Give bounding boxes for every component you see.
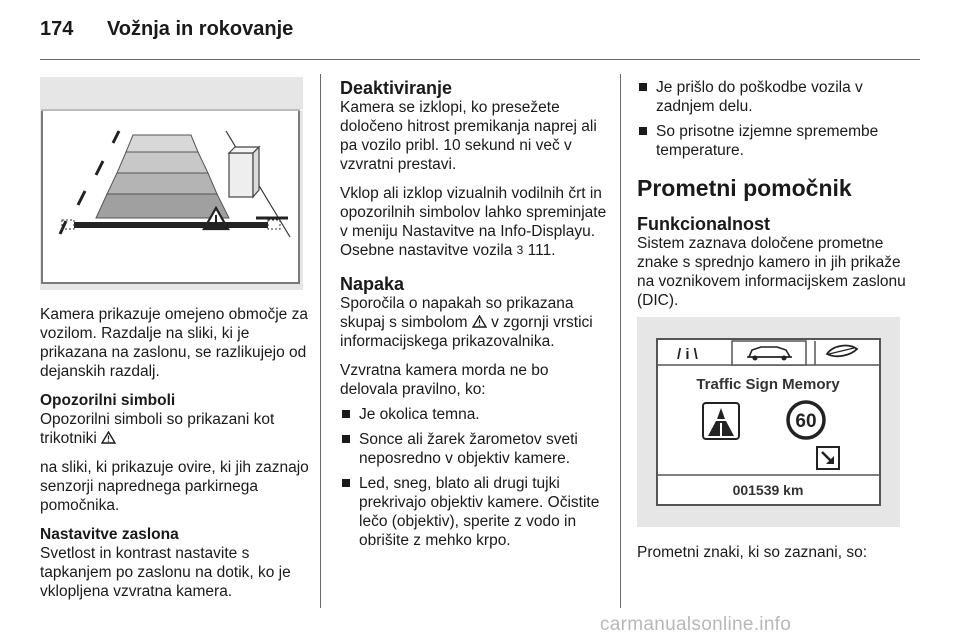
column-divider-1 bbox=[320, 74, 321, 608]
column-divider-2 bbox=[620, 74, 621, 608]
bullet-square-icon bbox=[639, 83, 647, 91]
column-1 bbox=[40, 305, 310, 611]
warning-triangle-icon bbox=[101, 431, 116, 444]
odometer-value: 001539 km bbox=[732, 482, 804, 498]
tab-lane-icon: / i \ bbox=[677, 346, 698, 363]
warning-triangle-icon bbox=[472, 315, 487, 328]
camera-intro-text: Kamera prikazuje omejeno območje za vozilom. Razdalje na sliki, ki je prikazana na zaslonu, se razlikujejo od dejanskih razdalj. bbox=[40, 306, 308, 380]
functionality-heading: Funkcionalnost bbox=[637, 214, 771, 234]
rear-camera-illustration bbox=[40, 77, 303, 290]
dic-title: Traffic Sign Memory bbox=[696, 376, 840, 393]
watermark: carmanualsonline.info bbox=[600, 614, 792, 635]
page-reference-link[interactable]: 111. bbox=[523, 242, 556, 259]
bullet-square-icon bbox=[639, 127, 647, 135]
traffic-assistant-heading: Prometni pomočnik bbox=[637, 175, 852, 201]
deactivation-heading: Deaktiviranje bbox=[340, 78, 453, 98]
warning-symbols-text-2: na sliki, ki prikazuje ovire, ki jih zaznajo senzorji naprednega parkirnega pomočnika. bbox=[40, 459, 309, 514]
speed-limit-value: 60 bbox=[795, 411, 817, 432]
traffic-signs-text: Prometni znaki, ki so zaznani, so: bbox=[637, 544, 868, 561]
page-header bbox=[40, 18, 293, 41]
rear-camera-figure bbox=[40, 77, 303, 290]
error-heading: Napaka bbox=[340, 274, 405, 294]
bullet-square-icon bbox=[342, 410, 350, 418]
list-item: So prisotne izjemne spremembe temperature. bbox=[637, 122, 907, 160]
dic-figure bbox=[637, 317, 900, 527]
warning-symbols-text: Opozorilni simboli so prikazani kot trikotniki bbox=[40, 411, 275, 447]
list-item: Led, sneg, blato ali drugi tujki prekrivajo objektiv kamere. Očistite lečo (objektiv), sperite z vodo in obrišite z mehko krpo. bbox=[340, 474, 610, 550]
page-reference-icon[interactable]: 3 bbox=[516, 243, 524, 257]
column-2 bbox=[340, 78, 610, 556]
dic-display-illustration bbox=[637, 317, 900, 527]
list-item: Je prišlo do poškodbe vozila v zadnjem delu. bbox=[637, 78, 907, 116]
chapter-title: Vožnja in rokovanje bbox=[106, 18, 294, 40]
error-text: Sporočila o napakah so prikazana skupaj s simbolom v zgornji vrstici informacijskega prikazovalnika. bbox=[340, 295, 593, 350]
page-number: 174 bbox=[40, 18, 74, 40]
bullet-square-icon bbox=[342, 435, 350, 443]
toggle-text: Vklop ali izklop vizualnih vodilnih črt in opozorilnih simbolov lahko spreminjate v meniju Nastavitve na Info-Displayu. Osebne nastavitve vozila 3 111. bbox=[340, 185, 607, 259]
warning-symbols-heading: Opozorilni simboli bbox=[40, 392, 176, 409]
failure-intro-text: Vzvratna kamera morda ne bo delovala pravilno, ko: bbox=[340, 362, 549, 398]
deactivation-text: Kamera se izklopi, ko presežete določeno hitrost premikanja naprej ali pa vozilo pribl. 10 sekund ni več v vzvratni prestavi. bbox=[340, 99, 597, 173]
list-item: Sonce ali žarek žarometov sveti neposredno v objektiv kamere. bbox=[340, 430, 610, 468]
display-settings-text: Svetlost in kontrast nastavite s tapkanjem po zaslonu na dotik, ko je vklopljena vzvratna kamera. bbox=[40, 545, 291, 600]
display-settings-heading: Nastavitve zaslona bbox=[40, 526, 179, 543]
functionality-text: Sistem zaznava določene prometne znake s sprednjo kamero in jih prikaže na voznikovem informacijskem zaslonu (DIC). bbox=[637, 235, 906, 309]
list-item: Je okolica temna. bbox=[340, 405, 610, 424]
header-rule bbox=[40, 59, 920, 60]
bullet-square-icon bbox=[342, 479, 350, 487]
column-3 bbox=[637, 78, 907, 320]
